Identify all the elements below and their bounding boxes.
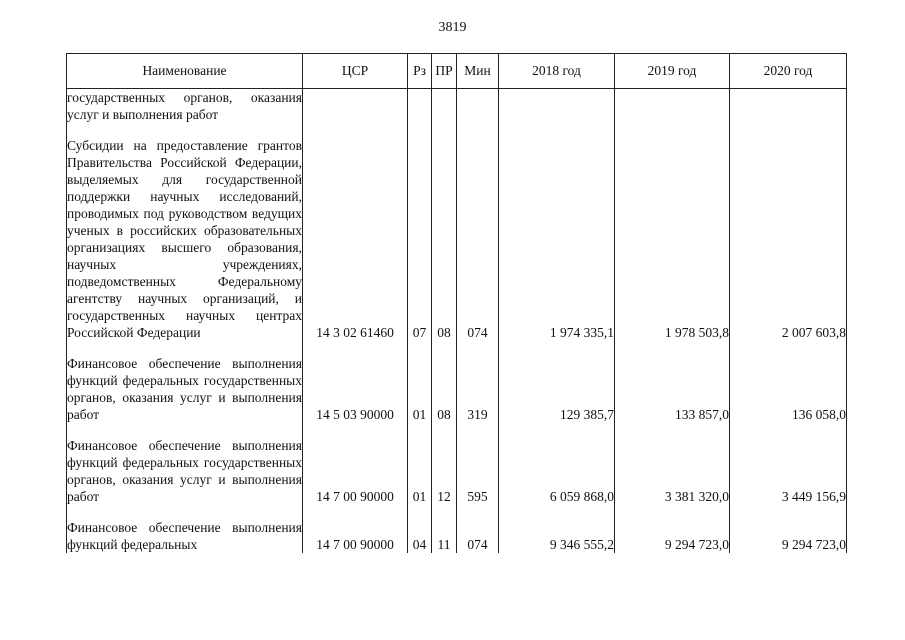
row-min: 319 — [457, 355, 499, 423]
header-2018: 2018 год — [499, 54, 615, 89]
header-pr: ПР — [432, 54, 457, 89]
row-2020: 136 058,0 — [730, 355, 847, 423]
row-csr: 14 7 00 90000 — [303, 519, 408, 553]
row-spacer — [67, 423, 847, 437]
row-rz — [408, 89, 432, 124]
header-2020: 2020 год — [730, 54, 847, 89]
row-2018: 1 974 335,1 — [499, 137, 615, 341]
row-2019: 3 381 320,0 — [615, 437, 730, 505]
row-2019: 1 978 503,8 — [615, 137, 730, 341]
header-name: Наименование — [67, 54, 303, 89]
row-min: 074 — [457, 137, 499, 341]
row-pr: 12 — [432, 437, 457, 505]
row-2019: 9 294 723,0 — [615, 519, 730, 553]
row-2018: 9 346 555,2 — [499, 519, 615, 553]
budget-table — [66, 53, 847, 553]
row-pr: 11 — [432, 519, 457, 553]
header-csr: ЦСР — [303, 54, 408, 89]
row-2020: 2 007 603,8 — [730, 137, 847, 341]
row-2018: 129 385,7 — [499, 355, 615, 423]
row-spacer — [67, 505, 847, 519]
row-csr: 14 7 00 90000 — [303, 437, 408, 505]
page-number: 3819 — [438, 20, 467, 35]
table-header-row — [67, 54, 847, 89]
row-pr — [432, 89, 457, 124]
header-min: Мин — [457, 54, 499, 89]
row-name: Финансовое обеспечение выполнения функций федеральных государственных органов, оказания услуг и выполнения работ — [67, 438, 302, 504]
table-row — [67, 437, 847, 505]
table-row — [67, 519, 847, 553]
row-rz: 01 — [408, 355, 432, 423]
row-min: 595 — [457, 437, 499, 505]
row-pr: 08 — [432, 137, 457, 341]
row-rz: 04 — [408, 519, 432, 553]
row-pr: 08 — [432, 355, 457, 423]
row-2019: 133 857,0 — [615, 355, 730, 423]
row-2018: 6 059 868,0 — [499, 437, 615, 505]
row-csr: 14 5 03 90000 — [303, 355, 408, 423]
row-2020 — [730, 89, 847, 124]
row-name: Финансовое обеспечение выполнения функций федеральных государственных органов, оказания услуг и выполнения работ — [67, 356, 302, 422]
row-name: Финансовое обеспечение выполнения функций федеральных — [67, 520, 302, 552]
row-name: государственных органов, оказания услуг и выполнения работ — [67, 90, 302, 122]
row-csr — [303, 89, 408, 124]
row-spacer — [67, 341, 847, 355]
row-name: Субсидии на предоставление грантов Правительства Российской Федерации, выделяемых для государственной поддержки научных исследований, проводимых под руководством ведущих ученых в российских образовательных организациях высшего образования, научных учреждениях, подведомственных Федеральному агентству научных организаций, и государственных научных центрах Российской Федерации — [67, 138, 302, 340]
row-csr: 14 3 02 61460 — [303, 137, 408, 341]
row-rz: 07 — [408, 137, 432, 341]
row-min: 074 — [457, 519, 499, 553]
table-row — [67, 355, 847, 423]
row-2020: 3 449 156,9 — [730, 437, 847, 505]
row-2020: 9 294 723,0 — [730, 519, 847, 553]
row-min — [457, 89, 499, 124]
table-row — [67, 137, 847, 341]
table-row — [67, 89, 847, 124]
row-2019 — [615, 89, 730, 124]
row-2018 — [499, 89, 615, 124]
row-spacer — [67, 123, 847, 137]
row-rz: 01 — [408, 437, 432, 505]
header-rz: Рз — [408, 54, 432, 89]
header-2019: 2019 год — [615, 54, 730, 89]
